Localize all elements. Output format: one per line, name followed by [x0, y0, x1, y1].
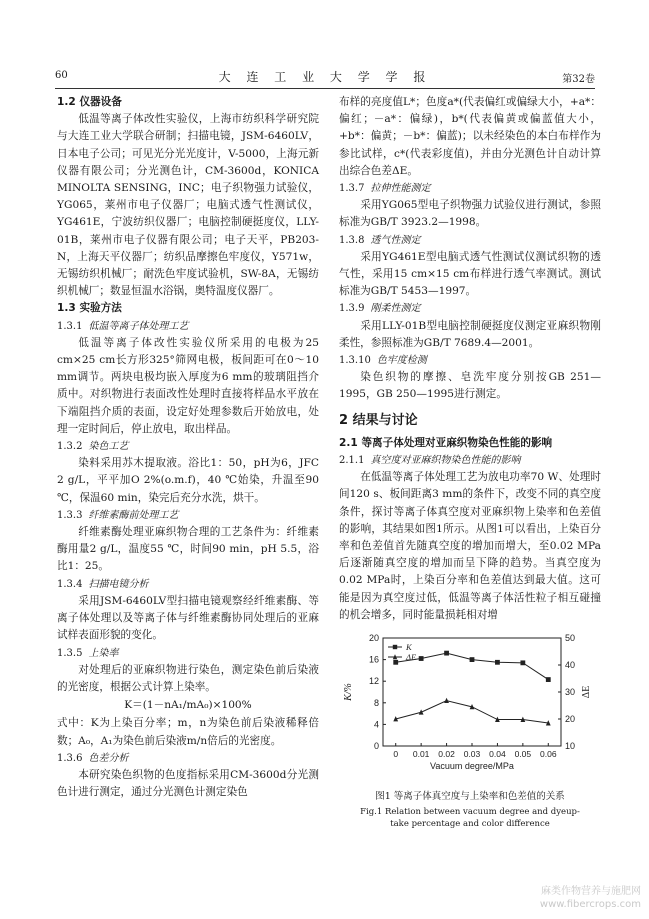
data-point-k [470, 657, 475, 662]
y-right-tick-label: 20 [565, 714, 576, 725]
figure-1 [339, 630, 601, 829]
series-line-k [396, 653, 549, 679]
subsection-heading: 1.3.1 低温等离子体处理工艺 [57, 320, 189, 332]
subsection-heading: 1.3.5 上染率 [57, 647, 119, 659]
paragraph: 染色织物的摩擦、皂洗牢度分别按GB 251—1995，GB 250—1995进行测定。 [339, 371, 601, 401]
y-right-tick-label: 30 [565, 687, 576, 698]
y-right-tick-label: 50 [565, 633, 576, 644]
watermark [540, 885, 641, 911]
paragraph: 采用YG065型电子织物强力试验仪进行测试，参照标准为GB/T 3923.2—1998。 [339, 199, 601, 229]
subsection-heading: 1.3.10 色牢度检测 [339, 355, 427, 367]
x-tick-label: 0 [393, 749, 399, 760]
data-point-k [444, 651, 449, 656]
data-point-k [393, 660, 398, 665]
subsection-heading: 1.3.9 刚柔性测定 [339, 303, 421, 315]
subsection-heading: 1.3.7 拉伸性能测定 [339, 183, 431, 195]
subsection-heading: 2.1.1 真空度对亚麻织物染色性能的影响 [339, 455, 521, 467]
y-right-tick-label: 10 [565, 741, 576, 752]
section-heading: 1.2 仪器设备 [57, 96, 122, 108]
data-point-k [419, 656, 424, 661]
subsection-heading: 1.3.3 纤维素酶前处理工艺 [57, 509, 179, 521]
y-right-axis-label: ΔE [581, 685, 592, 699]
subsection-heading: 1.3.6 色差分析 [57, 752, 129, 764]
figure-caption-en: Fig.1 Relation between vacuum degree and dyeup- take percentage and color difference [360, 806, 580, 829]
y-right-tick-label: 40 [565, 660, 576, 671]
subsection-heading: 1.3.8 透气性测定 [339, 234, 421, 246]
paragraph: 纤维素酶处理亚麻织物合理的工艺条件为：纤维素酶用量2 g/L，温度55 ℃，时间90 min，pH 5.5，浴比1：25。 [57, 526, 319, 573]
legend-label: K [406, 642, 412, 653]
paragraph: 对处理后的亚麻织物进行染色，测定染色前后染液的光密度，根据公式计算上染率。 [57, 663, 319, 693]
section-heading: 1.3 实验方法 [57, 302, 122, 315]
section-heading: 2 结果与讨论 [339, 412, 418, 428]
legend-label: ΔE [406, 652, 417, 663]
journal-title: 大 连 工 业 大 学 学 报 [218, 70, 432, 84]
right-column [339, 94, 601, 830]
y-left-tick-label: 16 [368, 654, 379, 665]
subsection-heading: 1.3.4 扫描电镜分析 [57, 578, 149, 590]
paragraph: 采用YG461E型电脑式透气性测试仪测试织物的透气性，采用15 cm×15 cm布样进行透气率测试。测试标准为GB/T 5453—1997。 [339, 250, 601, 298]
header-rule [55, 88, 595, 89]
page-number: 60 [55, 70, 68, 81]
data-point-k [393, 645, 397, 649]
watermark-line: 麻类作物营养与施肥网 [541, 886, 641, 897]
x-tick-label: 0.05 [514, 749, 532, 760]
paragraph: 本研究染色织物的色度指标采用CM-3600d分光测色计进行测定，通过分光测色计测定染色 [57, 768, 319, 799]
figure-caption-cn: 图1 等离子体真空度与上染率和色差值的关系 [375, 791, 565, 803]
chart-svg [339, 630, 601, 780]
y-left-tick-label: 4 [373, 719, 379, 730]
x-tick-label: 0.04 [489, 749, 506, 760]
paragraph: 低温等离子体改性实验仪，上海市纺织科学研究院与大连工业大学联合研制；扫描电镜，JSM-6460LV，日本电子公司；可见光分光光度计，V-5000，上海元新仪器有限公司；分光测色计，CM-3600d，KONICA MINOLTA SENSING，INC；电子织物强力试验仪，YG065，莱州市电子仪器厂；电脑式透气性测试仪，YG461E，宁波纺织仪器厂；电脑控制硬挺度仪，LLY-01B，莱州市电子仪器有限公司；电子天平，PB203-N，上海天平仪器厂；纺织品摩擦色牢度仪，Y571w，无锡纺织机械厂；耐洗色牢度试验机，SW-8A，无锡纺织机械厂；数显恒温水浴锅，奥特温度仪器厂。 [57, 113, 319, 298]
y-left-tick-label: 20 [368, 633, 379, 644]
y-left-axis-label: K/% [343, 683, 354, 701]
subsection-heading: 1.3.2 染色工艺 [57, 441, 129, 453]
data-point-k [520, 661, 525, 666]
x-tick-label: 0.03 [463, 749, 481, 760]
data-point-k [546, 677, 551, 682]
data-point-k [495, 660, 500, 665]
paragraph: 采用JSM-6460LV型扫描电镜观察经纤维素酶、等离子体处理以及等离子体与纤维素酶协同处理后的亚麻试样表面形貌的变化。 [57, 594, 319, 642]
paragraph: 采用LLY-01B型电脑控制硬挺度仪测定亚麻织物刚柔性，参照标准为GB/T 7689.4—2001。 [339, 319, 601, 349]
paragraph: 式中：K为上染百分率；m，n为染色前后染液稀释倍数；A₀，A₁为染色前后染液m/n倍后的光密度。 [57, 717, 319, 747]
paragraph: 布样的亮度值L*；色度a*(代表偏红或偏绿大小，+a*：偏红；－a*：偏绿)，b*(代表偏黄或偏蓝值大小，+b*：偏黄；－b*：偏蓝)；以未经染色的本白布样作为参比试样，c*(代表彩度值)，并由分光测色计自动计算出综合色差ΔE。 [339, 96, 601, 177]
x-tick-label: 0.02 [438, 749, 455, 760]
x-tick-label: 0.06 [540, 749, 557, 760]
left-column [57, 94, 319, 801]
data-point-de [444, 698, 449, 703]
paragraph: 染料采用苏木提取液。浴比1：50，pH为6，JFC 2 g/L，平平加O 2%(o.m.f)，40 ℃始染，升温至90 ℃，保温60 min，染完后充分水洗，烘干。 [57, 457, 319, 504]
y-left-tick-label: 12 [368, 676, 379, 687]
y-left-tick-label: 0 [373, 741, 379, 752]
paragraph: 在低温等离子体处理工艺为放电功率70 W、处理时间120 s、板间距离3 mm的条件下，改变不同的真空度条件，探讨等离子体真空度对亚麻织物上染率和色差值的影响，其结果如图1所示。从图1可以看出，上染百分率和色差值首先随真空度的增加而增大，至0.02 MPa后逐渐随真空度的增加而呈下降的趋势。当真空度为0.02 MPa时，上染百分率和色差值达到最大值。这可能是因为真空度过低，低温等离子体活性粒子相互碰撞的机会增多，同时能量损耗相对增 [339, 471, 601, 621]
volume-label: 第32卷 [562, 74, 595, 85]
running-header [55, 68, 595, 86]
y-left-tick-label: 8 [373, 697, 379, 708]
section-heading: 2.1 等离子体处理对亚麻织物染色性能的影响 [339, 436, 553, 449]
x-tick-label: 0.01 [412, 749, 430, 760]
x-axis-label: Vacuum degree/MPa [430, 761, 514, 772]
watermark-line: www.fibercrops.com [539, 899, 641, 910]
formula: K＝(1－nA₁/mA₀)×100% [124, 699, 252, 712]
paragraph: 低温等离子体改性实验仪所采用的电极为25 cm×25 cm长方形325°筛网电极，板间距可在0～10 mm调节。两块电极均嵌入厚度为6 mm的玻璃阻挡介质中。对织物进行表面改性处理时直接将样品水平放在下端阻挡介质的表面，设定好处理参数后开始放电，处理一定时间后，停止放电，取出样品。 [57, 336, 319, 435]
